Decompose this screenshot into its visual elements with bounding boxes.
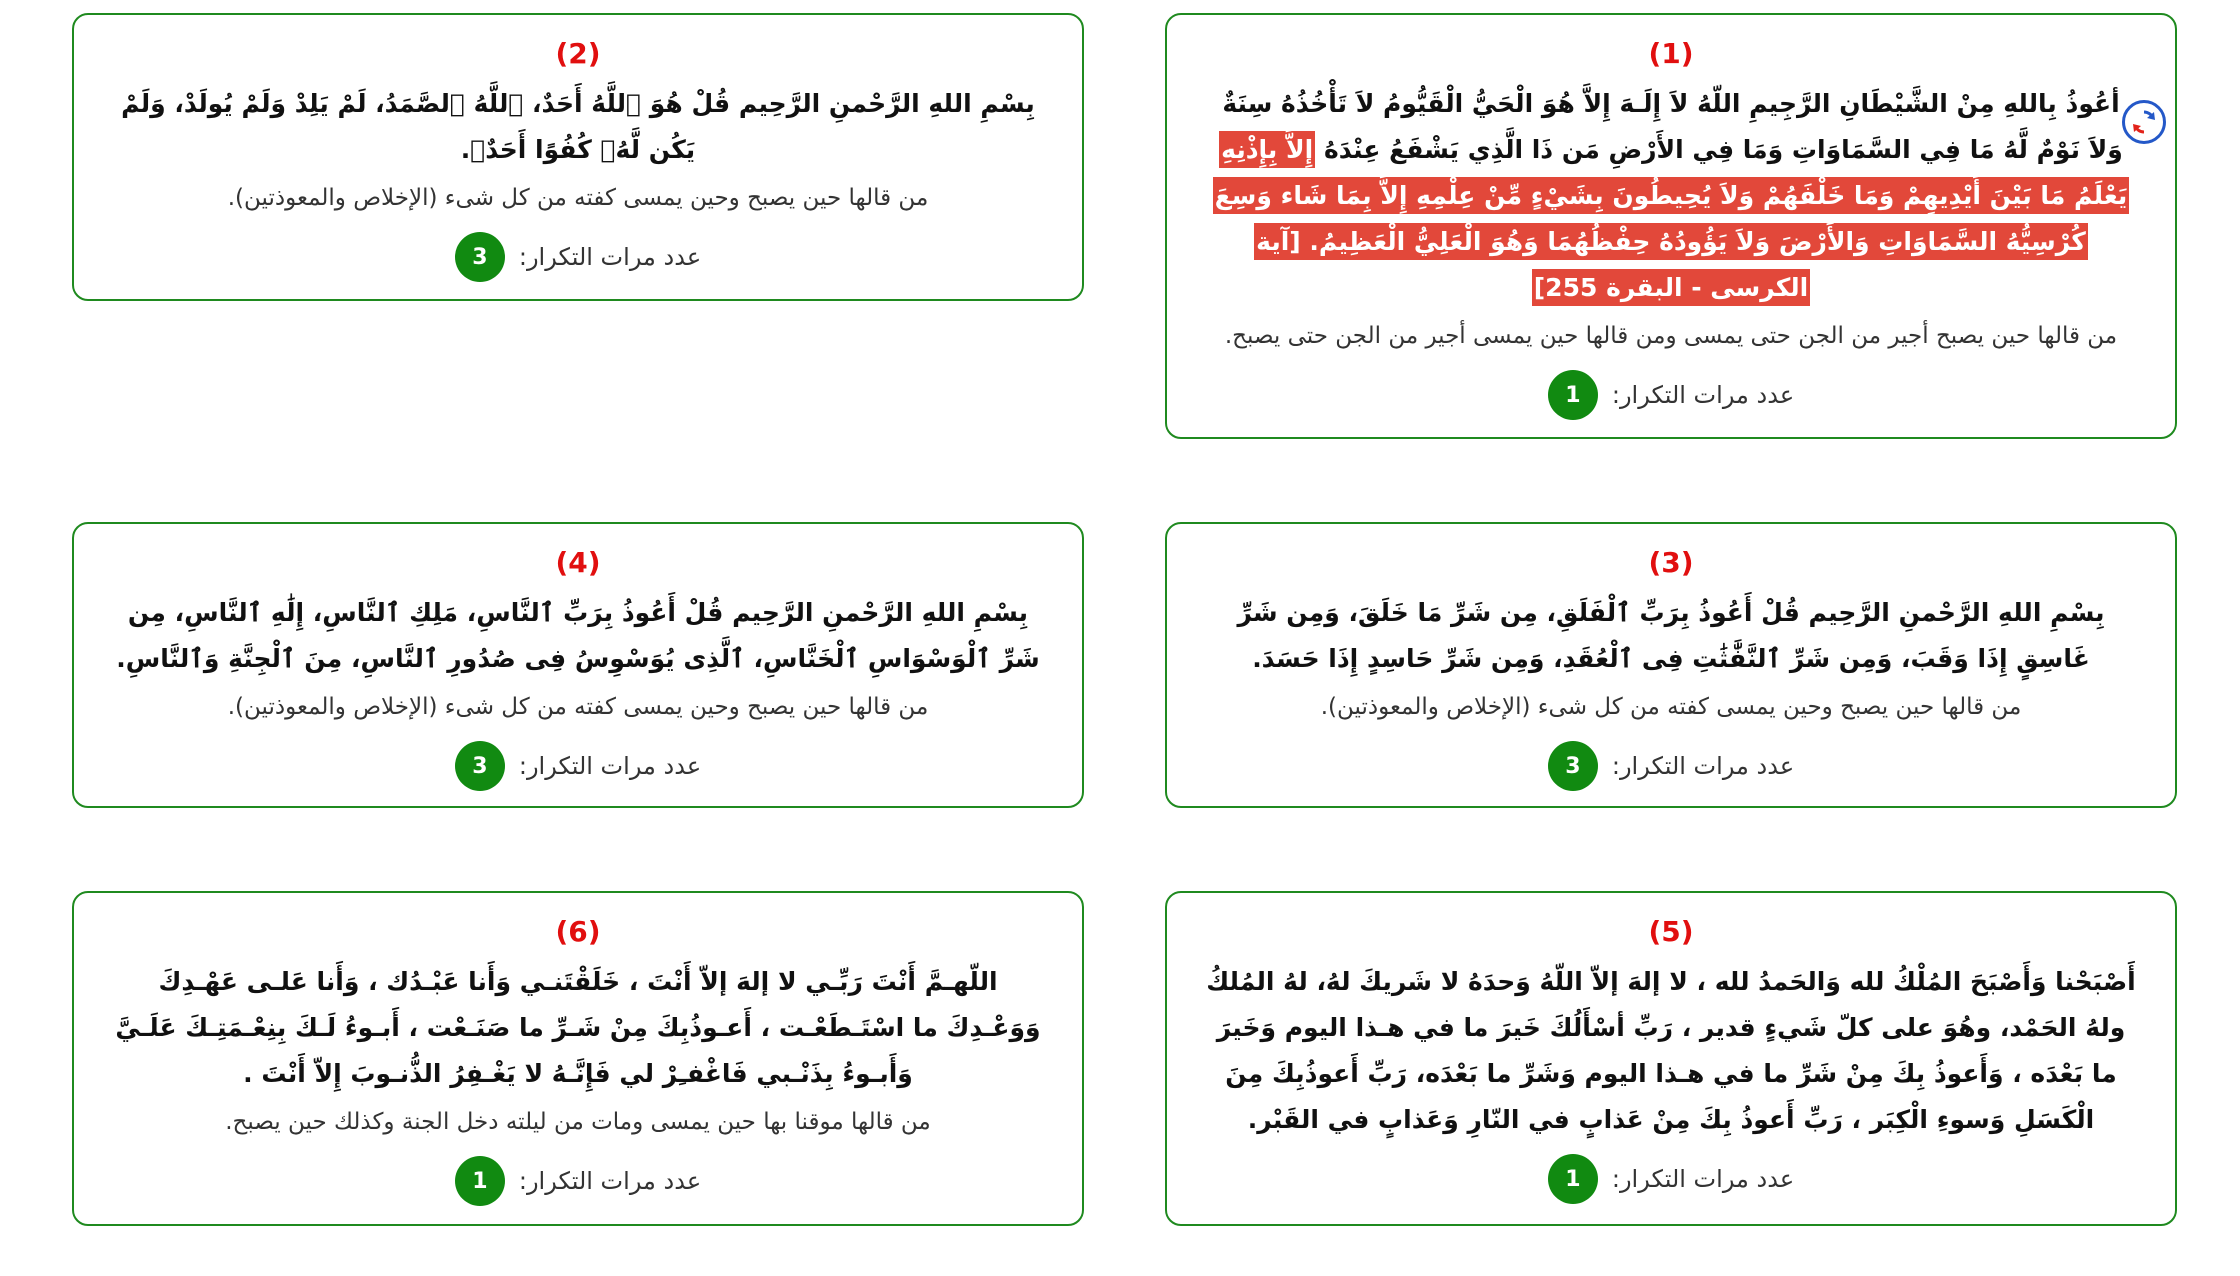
virtue-note: من قالها حين يصبح وحين يمسى كفته من كل شىء (الإخلاص والمعوذتين).	[227, 185, 929, 211]
card-number: (2)	[555, 37, 601, 70]
repeat-count-badge[interactable]: 3	[455, 741, 505, 791]
zikr-text: أَصْبَحْنا وَأَصْبَحَ المُلْكُ لله وَالحَمدُ لله ، لا إلهَ إلاّ اللّهُ وَحدَهُ لا شَريكَ لهُ، لهُ المُلكُ ولهُ الحَمْد، وهُوَ على كلّ شَيءٍ قدير ، رَبِّ أسْأَلُكَ خَيرَ ما في هـذا اليوم وَخَيرَ ما بَعْدَه ، وَأَعوذُ بِكَ مِنْ شَرِّ ما في هـذا اليوم وَشَرِّ ما بَعْدَه، رَبِّ أَعوذُبِكَ مِنَ الْكَسَلِ وَسوءِ الْكِبَر ، رَبِّ أَعوذُ بِكَ مِنْ عَذابٍ في النّارِ وَعَذابٍ في القَبْر.	[1206, 967, 2136, 1134]
repeat-count-badge[interactable]: 1	[1548, 370, 1598, 420]
zikr-text	[1205, 81, 2137, 311]
repeat-count-badge[interactable]: 1	[1548, 1154, 1598, 1204]
repeat-count-badge[interactable]: 3	[1548, 741, 1598, 791]
card-number: (6)	[555, 915, 601, 948]
zikr-text: بِسْمِ اللهِ الرَّحْمنِ الرَّحِيم قُلْ هُوَ ٱللَّهُ أَحَدٌ، ٱللَّهُ ٱلصَّمَدُ، لَمْ يَلِدْ وَلَمْ يُولَدْ، وَلَمْ يَكُن لَّهُۥ كُفُوًا أَحَدٌۢ.	[121, 89, 1035, 164]
card-number: (5)	[1648, 915, 1694, 948]
card-number: (1)	[1648, 37, 1694, 70]
zikr-text: اللّهـمَّ أَنْتَ رَبِّـي لا إلهَ إلاّ أَنْتَ ، خَلَقْتَنـي وَأَنا عَبْـدُك ، وَأَنا عَلـى عَهْـدِكَ وَوَعْـدِكَ ما اسْتَـطَعْـت ، أَعـوذُبِكَ مِنْ شَـرِّ ما صَنَـعْت ، أَبـوءُ لَـكَ بِنِعْـمَتِـكَ عَلَـيَّ وَأَبـوءُ بِذَنْـبي فَاغْفـِرْ لي فَإِنَّـهُ لا يَغْـفِرُ الذُّنـوبَ إِلاّ أَنْتَ .	[115, 967, 1041, 1088]
zikr-card-3	[1165, 522, 2177, 808]
zikr-text: بِسْمِ اللهِ الرَّحْمنِ الرَّحِيم قُلْ أَعُوذُ بِرَبِّ ٱلنَّاسِ، مَلِكِ ٱلنَّاسِ، إِلَٰهِ ٱلنَّاسِ، مِن شَرِّ ٱلْوَسْوَاسِ ٱلْخَنَّاسِ، ٱلَّذِى يُوَسْوِسُ فِى صُدُورِ ٱلنَّاسِ، مِنَ ٱلْجِنَّةِ وَٱلنَّاسِ.	[116, 598, 1040, 673]
zikr-text-plain: أعُوذُ بِاللهِ مِنْ الشَّيْطَانِ الرَّجِيمِ اللّهُ لاَ إِلَـهَ إِلاَّ هُوَ الْحَيُّ الْقَيُّومُ لاَ تَأْخُذُهُ سِنَةٌ وَلاَ نَوْمٌ لَّهُ مَا فِي السَّمَاوَاتِ وَمَا فِي الأَرْضِ مَن ذَا الَّذِي يَشْفَعُ عِنْدَهُ	[1222, 89, 2123, 164]
repeat-count-badge[interactable]: 1	[455, 1156, 505, 1206]
repeat-count	[1205, 369, 2137, 421]
zikr-card-6	[72, 891, 1084, 1226]
reload-icon[interactable]	[2122, 100, 2166, 144]
card-number: (4)	[555, 546, 601, 579]
repeat-count-badge[interactable]: 3	[455, 232, 505, 282]
zikr-text: بِسْمِ اللهِ الرَّحْمنِ الرَّحِيم قُلْ أَعُوذُ بِرَبِّ ٱلْفَلَقِ، مِن شَرِّ مَا خَلَقَ، وَمِن شَرِّ غَاسِقٍ إِذَا وَقَبَ، وَمِن شَرِّ ٱلنَّفَّٰثَٰتِ فِى ٱلْعُقَدِ، وَمِن شَرِّ حَاسِدٍ إِذَا حَسَدَ.	[1237, 598, 2105, 673]
highlighted-text: إِلاَّ بِإِذْنِهِ يَعْلَمُ مَا بَيْنَ أَيْدِيهِمْ وَمَا خَلْفَهُمْ وَلاَ يُحِيطُونَ بِشَيْءٍ مِّنْ عِلْمِهِ إِلاَّ بِمَا شَاء وَسِعَ كُرْسِيُّهُ السَّمَاوَاتِ وَالأَرْضَ وَلاَ يَؤُودُهُ حِفْظُهُمَا وَهُوَ الْعَلِيُّ الْعَظِيمُ. [آية الكرسى - البقرة 255]	[1213, 131, 2130, 306]
repeat-count-label: عدد مرات التكرار:	[518, 1167, 702, 1195]
virtue-note: من قالها حين يصبح أجير من الجن حتى يمسى ومن قالها حين يمسى أجير من الجن حتى يصبح.	[1224, 323, 2118, 349]
repeat-count-label: عدد مرات التكرار:	[518, 243, 702, 271]
zikr-card-2	[72, 13, 1084, 301]
card-number: (3)	[1648, 546, 1694, 579]
repeat-count-label: عدد مرات التكرار:	[518, 752, 702, 780]
repeat-count	[112, 740, 1044, 792]
repeat-count	[1205, 1153, 2137, 1205]
repeat-count	[112, 1155, 1044, 1207]
virtue-note: من قالها موقنا بها حين يمسى ومات من ليلته دخل الجنة وكذلك حين يصبح.	[225, 1109, 931, 1135]
repeat-count	[112, 231, 1044, 283]
zikr-card-1	[1165, 13, 2177, 439]
zikr-card-4	[72, 522, 1084, 808]
zikr-card-5	[1165, 891, 2177, 1226]
repeat-count-label: عدد مرات التكرار:	[1611, 1165, 1795, 1193]
repeat-count-label: عدد مرات التكرار:	[1611, 752, 1795, 780]
repeat-count	[1205, 740, 2137, 792]
virtue-note: من قالها حين يصبح وحين يمسى كفته من كل شىء (الإخلاص والمعوذتين).	[227, 694, 929, 720]
virtue-note: من قالها حين يصبح وحين يمسى كفته من كل شىء (الإخلاص والمعوذتين).	[1320, 694, 2022, 720]
repeat-count-label: عدد مرات التكرار:	[1611, 381, 1795, 409]
